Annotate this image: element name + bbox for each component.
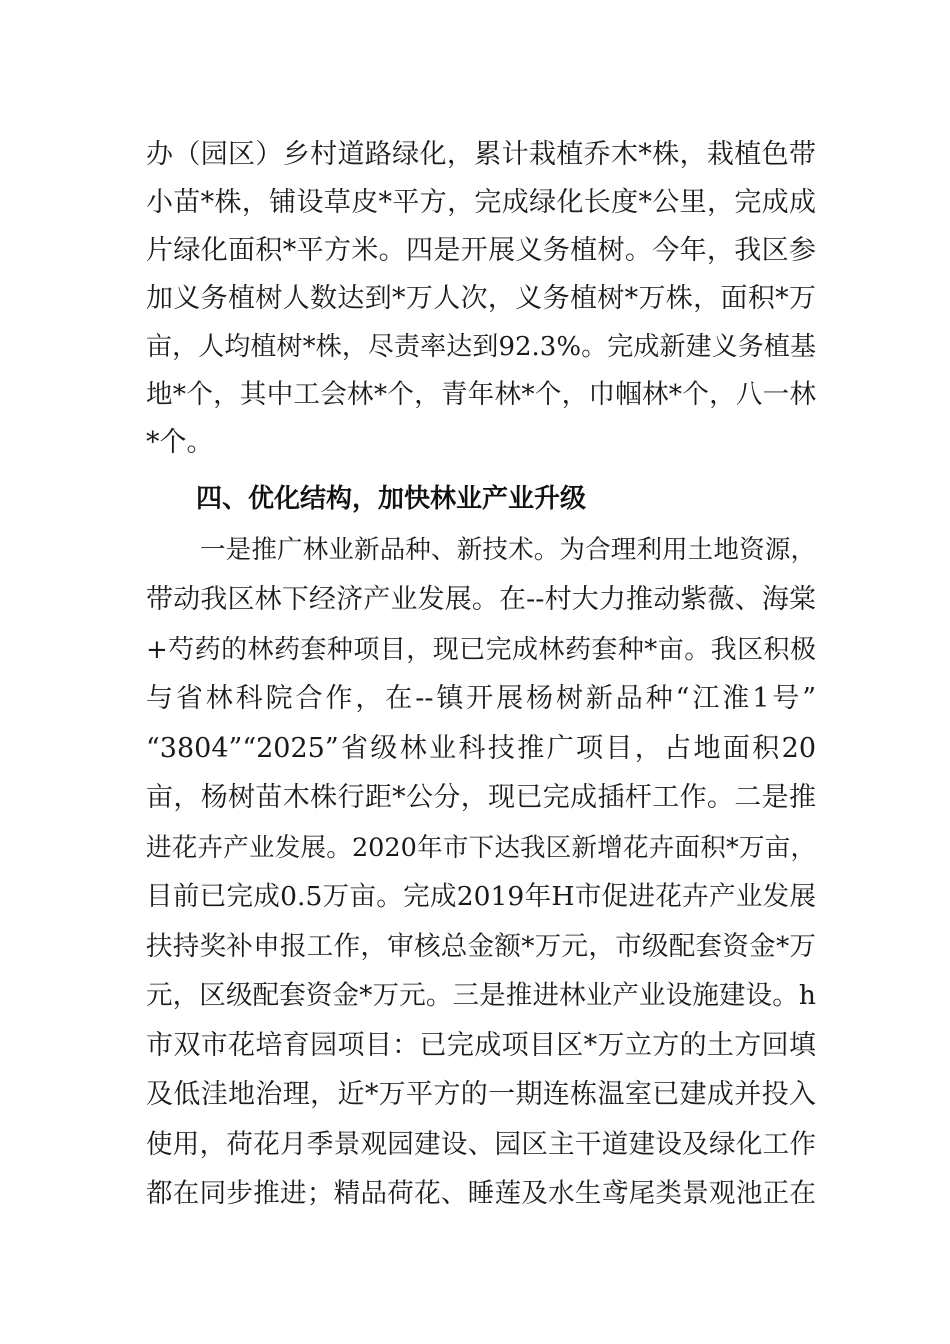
- paragraph-line: 小苗*株，铺设草皮*平方，完成绿化长度*公里，完成成: [146, 187, 816, 218]
- paragraph-line: 办（园区）乡村道路绿化，累计栽植乔木*株，栽植色带: [146, 139, 816, 170]
- paragraph-line: “3804”“2025”省级林业科技推广项目，占地面积20: [146, 733, 816, 764]
- paragraph-line: 一是推广林业新品种、新技术。为合理利用土地资源，: [200, 535, 816, 565]
- paragraph-line: 亩，人均植树*株，尽责率达到92.3%。完成新建义务植基: [146, 332, 816, 362]
- paragraph-line: 与省林科院合作，在--镇开展杨树新品种“江淮1号”: [146, 683, 816, 714]
- paragraph-line: 目前已完成0.5万亩。完成2019年H市促进花卉产业发展: [146, 881, 816, 912]
- paragraph-line: 片绿化面积*平方米。四是开展义务植树。今年，我区参: [146, 235, 816, 266]
- paragraph-line: 亩，杨树苗木株行距*公分，现已完成插杆工作。二是推: [146, 782, 816, 813]
- paragraph-line: 地*个，其中工会林*个，青年林*个，巾帼林*个，八一林: [146, 379, 816, 410]
- paragraph-line: 加义务植树人数达到*万人次，义务植树*万株，面积*万: [146, 283, 816, 314]
- paragraph-line: +芍药的林药套种项目，现已完成林药套种*亩。我区积极: [146, 635, 816, 665]
- paragraph-line: 市双市花培育园项目：已完成项目区*万立方的土方回填: [146, 1030, 816, 1061]
- paragraph-line: 及低洼地治理，近*万平方的一期连栋温室已建成并投入: [146, 1079, 816, 1110]
- paragraph-line: *个。: [146, 427, 214, 458]
- paragraph-line: 扶持奖补申报工作，审核总金额*万元，市级配套资金*万: [146, 931, 816, 962]
- paragraph-line: 使用，荷花月季景观园建设、园区主干道建设及绿化工作: [146, 1129, 816, 1160]
- paragraph-line: 元，区级配套资金*万元。三是推进林业产业设施建设。h: [146, 980, 816, 1011]
- paragraph-line: 进花卉产业发展。2020年市下达我区新增花卉面积*万亩，: [146, 833, 816, 863]
- paragraph-line: 带动我区林下经济产业发展。在--村大力推动紫薇、海棠: [146, 584, 816, 615]
- paragraph-line: 都在同步推进；精品荷花、睡莲及水生鸢尾类景观池正在: [146, 1178, 816, 1209]
- section-heading: 四、优化结构，加快林业产业升级: [196, 484, 587, 514]
